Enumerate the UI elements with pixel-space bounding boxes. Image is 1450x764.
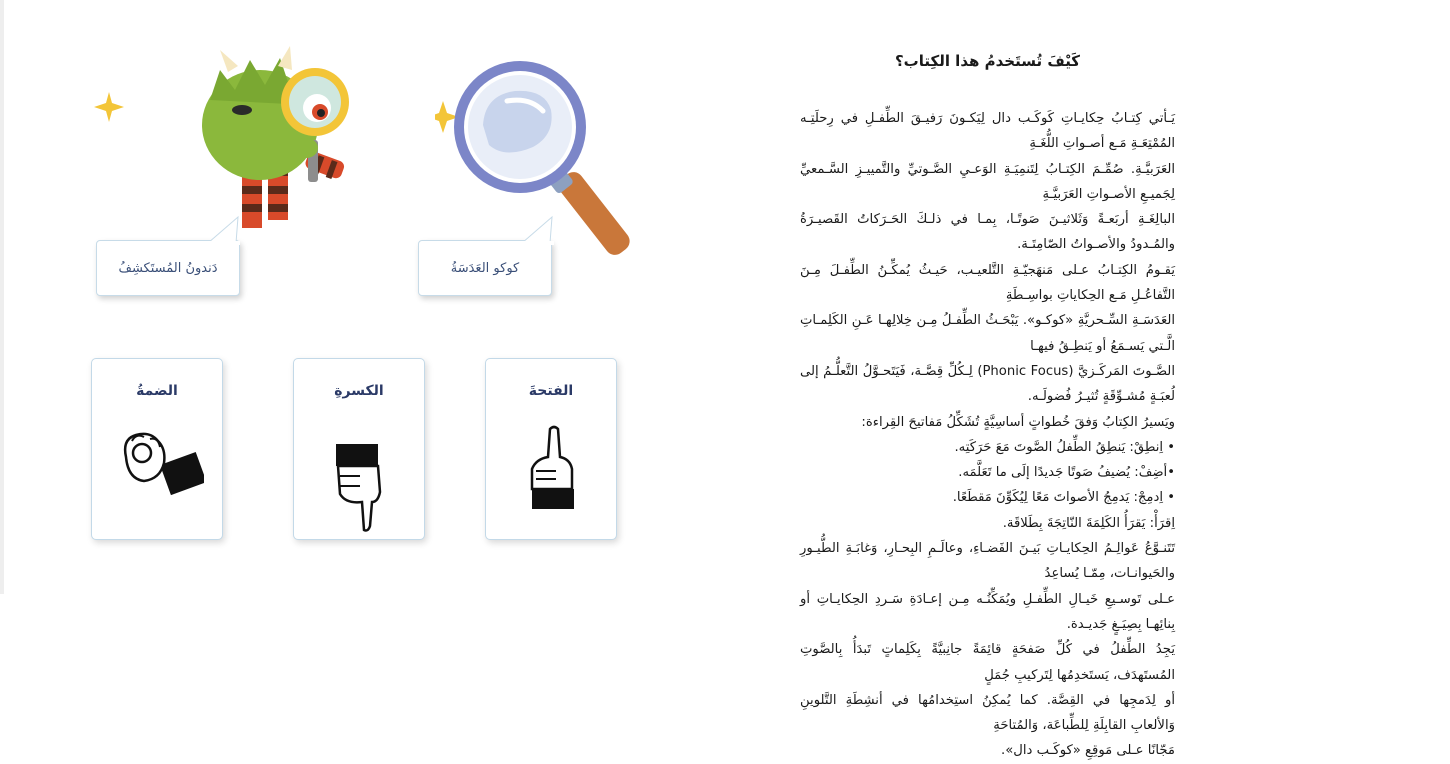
paragraph-line: أو لِدَمجِها في القِصَّة. كما يُمكِنُ استِخدامُها في أنشِطَةِ التَّلوينِ وَالألعابِ القابِلَةِ لِلطِّباعَة، وَالمُتاحَةِ — [800, 692, 1175, 734]
paragraph-line: العَرَبيَّـةِ. صُمِّـمَ الكِتـابُ لِتَنمِيَـةِ الوَعـيِ الصَّـوتيِّ والتَّمييـزِ السَّـمعيِّ لِجَميـعِ الأصـواتِ العَرَبيَّـةِ — [800, 161, 1175, 202]
paragraph-line: الصَّـوتَ المَركَـزيَّ (Phonic Focus) لِـكُلِّ قِصَّـة، فَيَتَحـوَّلُ التَّعلُّـمُ إلى لُعبَـةٍ مُشـوِّقَةٍ تُثيـرُ فُضولَـه. — [800, 363, 1175, 405]
paragraph-line: •أضِفْ: يُضيفُ صَوتًا جَديدًا إلَى ما تَعَلَّمَه. — [958, 465, 1175, 481]
paragraph-line: عـلى تَوسـيعِ خَيـالِ الطِّفـلِ ويُمَكِّنُـه مِـن إعـادَةِ سَـردِ الحِكايـاتِ أو بِنائِهـا بِصِيَـغٍ جَديـدة. — [800, 591, 1175, 632]
pointing-up-hand-icon — [524, 425, 584, 515]
paragraph-line: اِقرَأْ: يَقرَأُ الكَلِمَةَ النّاتِجَةَ بِطَلاقَة. — [1002, 515, 1175, 531]
paragraph-line: ويَسيرُ الكِتابُ وَفقَ خُطواتٍ أساسِيَّةٍ تُشَكِّلُ مَفاتيحَ القِراءة: — [861, 414, 1175, 430]
paragraph-line: • اِدمِجْ: يَدمِجُ الأصواتَ مَعًا لِيُكَوِّنَ مَقطَعًا. — [952, 490, 1175, 506]
monster-explorer-illustration — [180, 40, 380, 240]
article-heading: كَيْفَ تُستَخدمُ هذا الكِتاب؟ — [894, 52, 1081, 70]
card-title: الفتحة — [528, 383, 574, 399]
lens-speech-bubble — [418, 240, 552, 296]
article — [800, 52, 1175, 764]
paragraph-line: مَجّانًا عـلى مَوقِعِ «كوكَـب دال». — [1001, 743, 1175, 759]
fist-hand-icon — [114, 419, 204, 509]
paragraph-line: العَدَسَـةِ السِّـحريَّةِ «كوكـو». يَبْحَـثُ الطِّفـلُ مِـن خِلالِهـا عَـنِ الكَلِمـاتِ الَّـتي يَسـمَعُ أو يَنطِـقُ فيهـا — [800, 313, 1175, 354]
paragraph-line: يَـأتي كِتـابُ حِكايـاتِ كَوكَـب دال لِيَكـونَ رَفيـقَ الطِّفـلِ في رِحلَتِـه المُمْتِعَـةِ مَـع أصـواتِ اللُّغَـةِ — [800, 111, 1175, 152]
explorer-speech-bubble — [96, 240, 240, 296]
card-title: الضمة — [136, 383, 178, 399]
paragraph-line: يَجِدُ الطِّفلُ في كُلِّ صَفحَةٍ قائِمَةً جانِبيَّةً بِكَلِماتٍ تَبدَأُ بِالصَّوتِ المُستَهدَف، يَستَخدِمُها لِتَركيبِ جُمَلٍ — [800, 642, 1175, 683]
paragraph-line: تَتَنـوَّعُ عَوالِـمُ الحِكايـاتِ بَيـنَ الفَضـاءِ، وعالَـمِ البِحـارِ، وَغابَـةِ الطُّيـورِ والحَيوانـات، مِمّـا يُساعِدُ — [800, 541, 1175, 582]
page-edge — [0, 0, 4, 594]
pointing-down-hand-icon — [332, 444, 392, 534]
article-body — [800, 106, 1175, 764]
bubble-tail — [520, 215, 556, 245]
bubble-tail — [206, 215, 242, 245]
card-damma — [91, 358, 223, 540]
paragraph-line: البالِغَـةِ أربَعـةً وَثَلاثيـنَ صَوتًـا، بِمـا في ذلـكَ الحَـرَكاتُ القَصيـرَةُ والمُـدودُ والأصـواتُ الصّامِتَـة. — [800, 212, 1175, 253]
card-fatha — [485, 358, 617, 540]
paragraph-line: يَقـومُ الكِتـابُ عـلى مَنهَجيّـةِ التَّلعيـب، حَيـثُ يُمكِّـنُ الطِّفـلَ مِـنَ التَّفاعُـلِ مَـع الحِكاياتِ بواسِـطَةِ — [800, 262, 1175, 304]
card-kasra — [293, 358, 425, 540]
paragraph-line: • اِنطِقْ: يَنطِقُ الطِّفلُ الصَّوتَ مَعَ حَرَكَتِه. — [954, 439, 1175, 455]
explorer-label: دَندونُ المُستَكشِفُ — [118, 260, 218, 276]
star-icon — [92, 90, 126, 124]
card-title: الكسرة — [334, 383, 384, 399]
lens-label: كوكو العَدَسَةُ — [450, 260, 520, 276]
